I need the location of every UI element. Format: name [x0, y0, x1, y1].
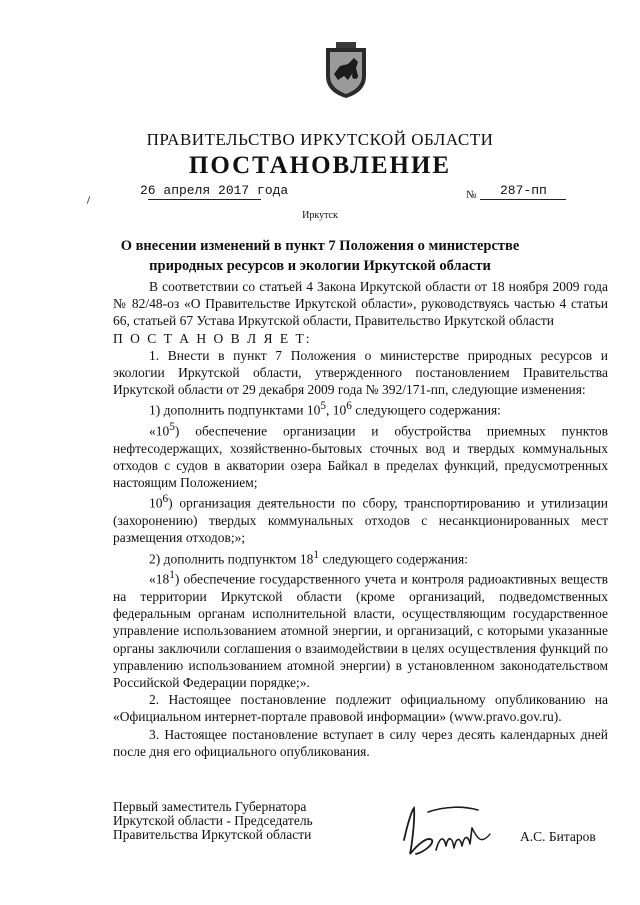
city: Иркутск: [302, 210, 338, 221]
signatory-name: А.С. Битаров: [520, 829, 596, 844]
subitem-2-paragraph: 2) дополнить подпунктом $18^1$ следующего содержания:: [149, 548, 468, 567]
decree-number: 287-пп: [500, 183, 547, 198]
signatory-position: [113, 800, 313, 842]
subpoint-10-5-paragraph: «$10^5$) обеспечение организации и обустройства приемных пунктов нефтесодержащих, хозяйственно-бытовых сточных вод и твердых коммунальных отходов с судов в акватории озера Байкал в пределах функций, предусмотренных настоящим Положением;: [113, 421, 608, 491]
subject-line-1: О внесении изменений в пункт 7 Положения о министерстве: [120, 238, 520, 254]
position-line-3: Правительства Иркутской области: [113, 827, 312, 842]
subitem-1-paragraph: 1) дополнить подпунктами $10^5$, $10^6$ следующего содержания:: [149, 400, 501, 418]
item-2-paragraph: 2. Настоящее постановление подлежит официальному опубликованию на «Официальном интернет-портале правовой информации» (www.pravo.gov.ru).: [113, 692, 608, 725]
subject-line-2: природных ресурсов и экологии Иркутской области: [149, 258, 491, 274]
decrees-heading: П О С Т А Н О В Л Я Е Т:: [113, 330, 312, 346]
item-3-paragraph: 3. Настоящее постановление вступает в силу через десять календарных дней после дня его официального опубликования.: [113, 726, 608, 759]
stray-mark: [87, 196, 91, 204]
date-underline: [148, 199, 261, 200]
government-title: ПРАВИТЕЛЬСТВО ИРКУТСКОЙ ОБЛАСТИ: [146, 130, 494, 149]
position-line-1: Первый заместитель Губернатора: [113, 799, 307, 814]
number-underline: [480, 199, 566, 200]
decree-date: 26 апреля 2017 года: [140, 183, 289, 198]
handwritten-signature-icon: [398, 800, 506, 862]
coat-of-arms-icon: [322, 40, 370, 100]
preamble-paragraph: В соответствии со статьей 4 Закона Иркутской области от 18 ноября 2009 года № 82/48-оз «О Правительстве Иркутской области», руководствуясь частью 4 статьи 66, статьей 67 Устава Иркутской области, Правительство Иркутской области: [113, 279, 608, 329]
position-line-2: Иркутской области - Председатель: [113, 813, 313, 828]
document-type-title: ПОСТАНОВЛЕНИЕ: [188, 152, 452, 179]
number-sign: №: [466, 189, 477, 201]
decree-body: [113, 278, 608, 760]
subpoint-18-1-paragraph: «$18^1$) обеспечение государственного учета и контроля радиоактивных веществ на территории Иркутской области (кроме организаций, подведомственных федеральным органам исполнительной власти, осуществляющим государственное управление использованием атомной энергии, и организаций, с которыми указанные органы заключили соглашения о взаимодействии в целях осуществления функций по управлению использованием атомной энергии) в установленном законодательством Российской Федерации порядке;».: [113, 569, 608, 690]
subpoint-10-6-paragraph: $10^6$) организация деятельности по сбору, транспортированию и утилизации (захоронению) твердых коммунальных отходов с несанкционированных мест размещения отходов;»;: [113, 493, 608, 546]
item-1-paragraph: 1. Внести в пункт 7 Положения о министерстве природных ресурсов и экологии Иркутской области, утвержденного постановлением Правительства Иркутской области от 29 декабря 2009 года № 392/171-пп, следующие изменения:: [113, 347, 608, 398]
decree-subject: [100, 236, 540, 276]
